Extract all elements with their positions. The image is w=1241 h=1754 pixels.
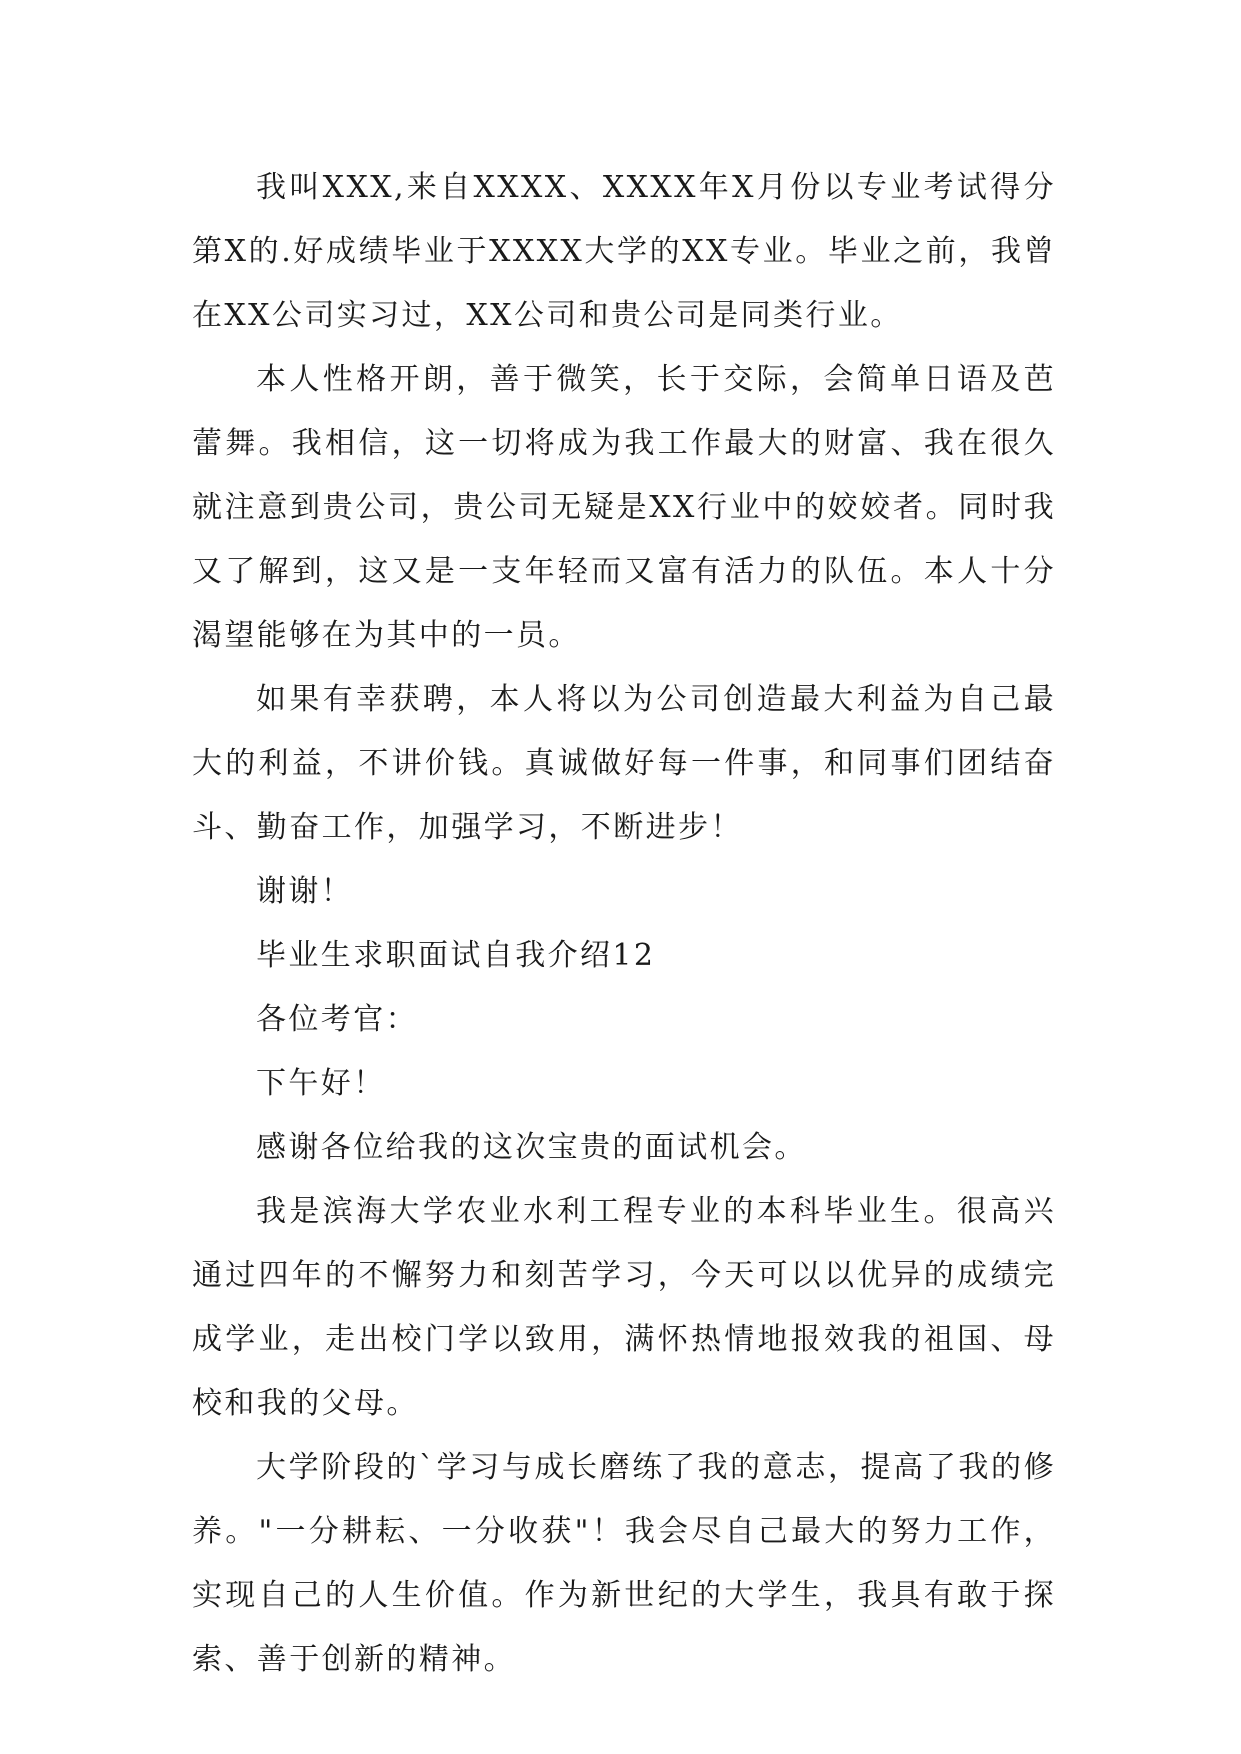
paragraph-personality: 本人性格开朗，善于微笑，长于交际，会简单日语及芭蕾舞。我相信，这一切将成为我工作最大的财富、我在很久就注意到贵公司，贵公司无疑是XX行业中的姣姣者。同时我又了解到，这又是一支年轻而又富有活力的队伍。本人十分渴望能够在为其中的一员。 (192, 362, 1056, 653)
document-body (192, 156, 1056, 1692)
paragraph-commitment: 如果有幸获聘，本人将以为公司创造最大利益为自己最大的利益，不讲价钱。真诚做好每一件事，和同事们团结奋斗、勤奋工作，加强学习，不断进步！ (192, 682, 1056, 845)
paragraph-greeting: 下午好！ (256, 1066, 386, 1101)
paragraph-gratitude: 感谢各位给我的这次宝贵的面试机会。 (256, 1130, 807, 1165)
paragraph-intro: 我叫XXX,来自XXXX、XXXX年X月份以专业考试得分第X的.好成绩毕业于XXXX大学的XX专业。毕业之前，我曾在XX公司实习过，XX公司和贵公司是同类行业。 (192, 170, 1056, 333)
paragraph-growth: 大学阶段的`学习与成长磨练了我的意志，提高了我的修养。"一分耕耘、一分收获"！我会尽自己最大的努力工作，实现自己的人生价值。作为新世纪的大学生，我具有敢于探索、善于创新的精神。 (192, 1450, 1056, 1677)
section-heading: 毕业生求职面试自我介绍12 (256, 938, 656, 973)
paragraph-background: 我是滨海大学农业水利工程专业的本科毕业生。很高兴通过四年的不懈努力和刻苦学习，今天可以以优异的成绩完成学业，走出校门学以致用，满怀热情地报效我的祖国、母校和我的父母。 (192, 1194, 1056, 1421)
paragraph-salutation: 各位考官： (256, 1002, 418, 1037)
paragraph-thanks: 谢谢！ (256, 874, 354, 909)
